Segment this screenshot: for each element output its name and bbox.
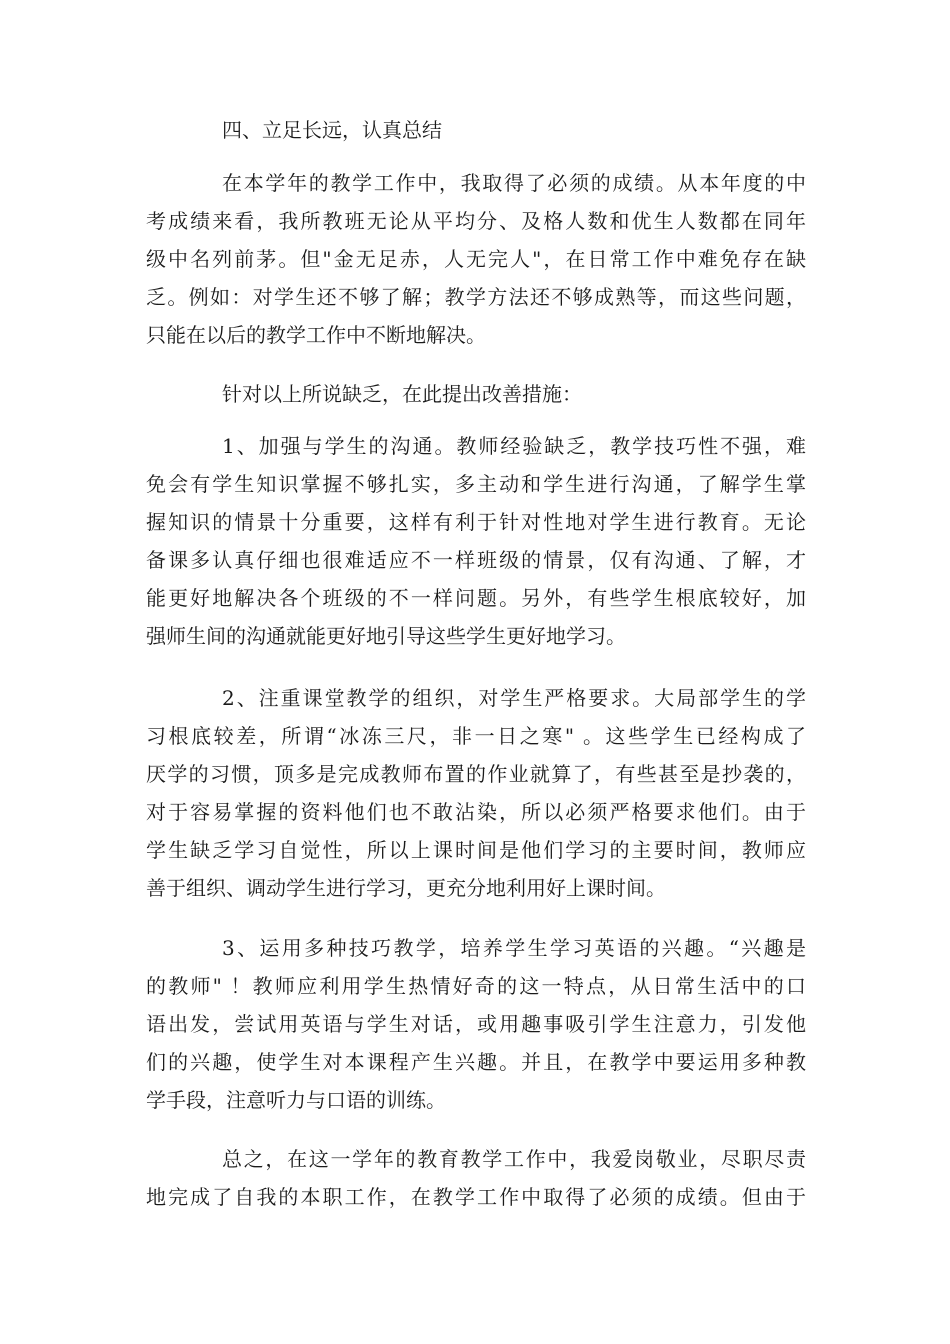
paragraph-line: 对于容易掌握的资料他们也不敢沾染，所以必须严格要求他们。由于 [146, 800, 806, 824]
paragraph-line: 总之，在这一学年的教育教学工作中，我爱岗敬业，尽职尽责 [222, 1147, 806, 1171]
paragraph-intro-measures [146, 375, 806, 413]
paragraph-line: 在本学年的教学工作中，我取得了必须的成绩。从本年度的中 [222, 171, 806, 195]
paragraph-line: 1、加强与学生的沟通。教师经验缺乏，教学技巧性不强，难 [222, 434, 806, 458]
paragraph-line: 3、运用多种技巧教学，培养学生学习英语的兴趣。“兴趣是 [222, 936, 806, 960]
paragraph-line: 语出发，尝试用英语与学生对话，或用趣事吸引学生注意力，引发他 [146, 1012, 806, 1036]
paragraph-line: 免会有学生知识掌握不够扎实，多主动和学生进行沟通，了解学生掌 [146, 472, 806, 496]
paragraph-line: 地完成了自我的本职工作，在教学工作中取得了必须的成绩。但由于 [146, 1185, 806, 1209]
paragraph-line: 考成绩来看，我所教班无论从平均分、及格人数和优生人数都在同年 [146, 209, 806, 233]
paragraph-line: 级中名列前茅。但"金无足赤，人无完人"，在日常工作中难免存在缺 [146, 247, 806, 271]
heading-text: 四、立足长远，认真总结 [222, 118, 442, 142]
paragraph-conclusion [146, 1140, 806, 1216]
paragraph-line: 2、注重课堂教学的组织，对学生严格要求。大局部学生的学 [222, 686, 806, 710]
section-heading [146, 111, 806, 149]
paragraph-line: 的教师" ！教师应利用学生热情好奇的这一特点，从日常生活中的口 [146, 974, 806, 998]
paragraph-measure-2 [146, 679, 806, 907]
paragraph-line: 厌学的习惯，顶多是完成教师布置的作业就算了，有些甚至是抄袭的， [146, 762, 806, 786]
paragraph-line: 能更好地解决各个班级的不一样问题。另外，有些学生根底较好，加 [146, 586, 806, 610]
paragraph-line: 针对以上所说缺乏，在此提出改善措施： [222, 382, 582, 406]
paragraph-line: 习根底较差，所谓“冰冻三尺，非一日之寒" 。这些学生已经构成了 [146, 724, 806, 748]
paragraph-line: 备课多认真仔细也很难适应不一样班级的情景，仅有沟通、了解，才 [146, 548, 806, 572]
paragraph-measure-1 [146, 427, 806, 655]
paragraph-line: 强师生间的沟通就能更好地引导这些学生更好地学习。 [146, 624, 626, 648]
paragraph-line: 学手段，注意听力与口语的训练。 [146, 1088, 446, 1112]
paragraph-line: 只能在以后的教学工作中不断地解决。 [146, 323, 486, 347]
paragraph-summary [146, 164, 806, 354]
paragraph-measure-3 [146, 929, 806, 1119]
paragraph-line: 们的兴趣，使学生对本课程产生兴趣。并且，在教学中要运用多种教 [146, 1050, 806, 1074]
paragraph-line: 乏。例如：对学生还不够了解；教学方法还不够成熟等，而这些问题， [146, 285, 806, 309]
paragraph-line: 握知识的情景十分重要，这样有利于针对性地对学生进行教育。无论 [146, 510, 806, 534]
paragraph-line: 学生缺乏学习自觉性，所以上课时间是他们学习的主要时间，教师应 [146, 838, 806, 862]
paragraph-line: 善于组织、调动学生进行学习，更充分地利用好上课时间。 [146, 876, 666, 900]
